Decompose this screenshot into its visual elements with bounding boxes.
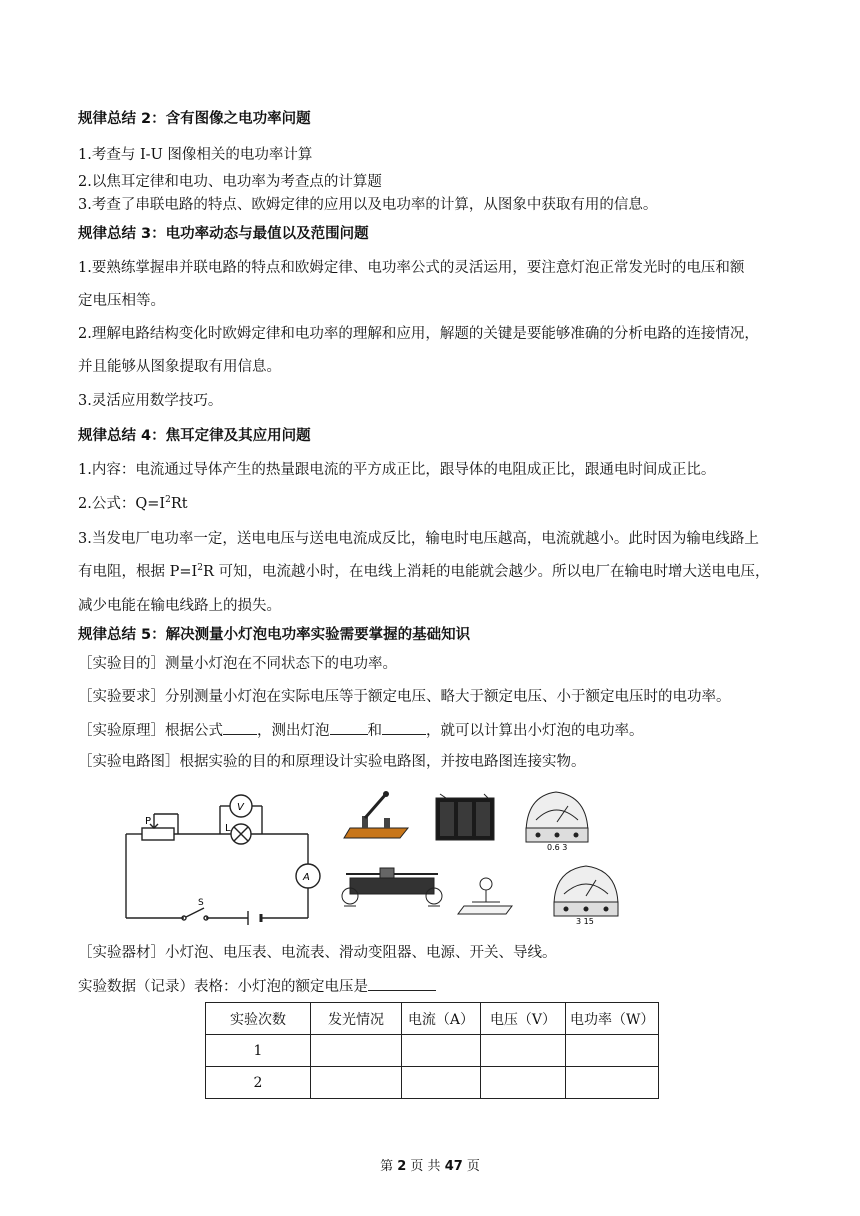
table-header-row [206, 1003, 659, 1035]
quantity-blank-2[interactable] [382, 719, 426, 735]
quantity-blank-1[interactable] [330, 719, 368, 735]
voltmeter-device-icon [554, 866, 618, 926]
section-2-item-3: 3.考查了串联电路的特点、欧姆定律的应用以及电功率的计算，从图象中获取有用的信息。 [78, 197, 658, 213]
rheostat-symbol [142, 828, 174, 840]
table-cell[interactable] [566, 1067, 659, 1099]
ammeter-label: A [303, 872, 310, 883]
section-5-title: 规律总结 5：解决测量小灯泡电功率实验需要掌握的基础知识 [78, 627, 471, 643]
section-4-item-1: 1.内容：电流通过导体产生的热量跟电流的平方成正比，跟导体的电阻成正比，跟通电时间成正比。 [78, 462, 716, 478]
footer-text-1: 第 [380, 1159, 394, 1174]
circuit-diagram [126, 795, 320, 925]
battery-pack-icon [436, 794, 494, 840]
section-2-title: 规律总结 2：含有图像之电功率问题 [78, 111, 311, 127]
table-cell[interactable] [481, 1035, 566, 1067]
record-table [205, 1002, 659, 1099]
footer-text-2: 页 共 [410, 1159, 441, 1174]
record-caption-text: 实验数据（记录）表格：小灯泡的额定电压是 [78, 979, 368, 995]
page-footer [0, 1155, 860, 1174]
section-3-item-2b: 并且能够从图象提取有用信息。 [78, 359, 281, 375]
section-3-item-1a: 1.要熟练掌握串并联电路的特点和欧姆定律、电功率公式的灵活运用，要注意灯泡正常发光时的电压和额 [78, 260, 745, 276]
section-4-item-2 [78, 494, 188, 514]
table-cell: 2 [206, 1067, 311, 1099]
formula-prefix: 2.公式：Q=I [78, 496, 166, 512]
section-2-item-2: 2.以焦耳定律和电功、电功率为考查点的计算题 [78, 174, 382, 190]
rheostat-label: P [145, 816, 152, 827]
principle-text-3: 和 [367, 723, 382, 739]
table-header-cell: 电压（V） [481, 1003, 566, 1035]
table-header-cell: 电功率（W） [566, 1003, 659, 1035]
sliding-rheostat-icon [342, 868, 442, 906]
table-header-cell: 实验次数 [206, 1003, 311, 1035]
experiment-principle [78, 719, 644, 741]
circuit-figure [118, 784, 638, 929]
section-4-item-3c: 减少电能在输电线路上的损失。 [78, 598, 281, 614]
section-3-item-1b: 定电压相等。 [78, 293, 165, 309]
experiment-circuit-text: ［实验电路图］根据实验的目的和原理设计实验电路图，并按电路图连接实物。 [78, 754, 586, 770]
rated-voltage-blank[interactable] [368, 975, 436, 991]
voltmeter-scale-label: 3 15 [576, 917, 594, 926]
table-header-cell: 发光情况 [311, 1003, 402, 1035]
total-page-count: 47 [444, 1159, 463, 1174]
formula-blank[interactable] [223, 719, 257, 735]
table-cell: 1 [206, 1035, 311, 1067]
section-2-item-1: 1.考查与 I-U 图像相关的电功率计算 [78, 147, 313, 163]
formula-suffix: Rt [170, 496, 188, 512]
knife-switch-icon [344, 791, 408, 838]
table-cell[interactable] [311, 1035, 402, 1067]
switch-label: S [198, 898, 204, 908]
table-row [206, 1035, 659, 1067]
table-cell[interactable] [402, 1035, 481, 1067]
voltmeter-label: V [237, 802, 244, 813]
section-4-item-3b [78, 562, 770, 582]
ammeter-scale-label: 0.6 3 [547, 843, 568, 852]
formula-exponent: 2 [165, 495, 171, 506]
principle-text-4: ，就可以计算出小灯泡的电功率。 [426, 723, 644, 739]
table-header-cell: 电流（A） [402, 1003, 481, 1035]
principle-text-2: ，测出灯泡 [257, 723, 330, 739]
section-4-title: 规律总结 4：焦耳定律及其应用问题 [78, 428, 311, 444]
power-formula-suffix: R 可知，电流越小时，在电线上消耗的电能就会越少。所以电厂在输电时增大送电电压， [202, 564, 770, 580]
table-cell[interactable] [481, 1067, 566, 1099]
section-3-item-3: 3.灵活应用数学技巧。 [78, 393, 223, 409]
experiment-requirement: ［实验要求］分别测量小灯泡在实际电压等于额定电压、略大于额定电压、小于额定电压时的电功率。 [78, 689, 731, 705]
power-formula-exponent: 2 [197, 563, 203, 574]
ammeter-device-icon [526, 792, 588, 852]
lamp-label: L [225, 823, 231, 834]
bulb-on-base-icon [458, 878, 512, 914]
section-4-item-3a: 3.当发电厂电功率一定，送电电压与送电电流成反比，输电时电压越高，电流就越小。此时因为输电线路上 [78, 531, 759, 547]
record-table-caption [78, 975, 436, 997]
experiment-purpose: ［实验目的］测量小灯泡在不同状态下的电功率。 [78, 656, 397, 672]
principle-text-1: ［实验原理］根据公式 [78, 723, 223, 739]
experiment-equipment: ［实验器材］小灯泡、电压表、电流表、滑动变阻器、电源、开关、导线。 [78, 945, 557, 961]
power-formula-prefix: 有电阻，根据 P=I [78, 564, 198, 580]
table-cell[interactable] [311, 1067, 402, 1099]
table-row [206, 1067, 659, 1099]
section-3-item-2a: 2.理解电路结构变化时欧姆定律和电功率的理解和应用，解题的关键是要能够准确的分析电路的连接情况， [78, 326, 759, 342]
section-3-title: 规律总结 3：电功率动态与最值以及范围问题 [78, 226, 369, 242]
current-page-number: 2 [397, 1159, 407, 1174]
table-cell[interactable] [402, 1067, 481, 1099]
table-cell[interactable] [566, 1035, 659, 1067]
footer-text-3: 页 [466, 1159, 480, 1174]
